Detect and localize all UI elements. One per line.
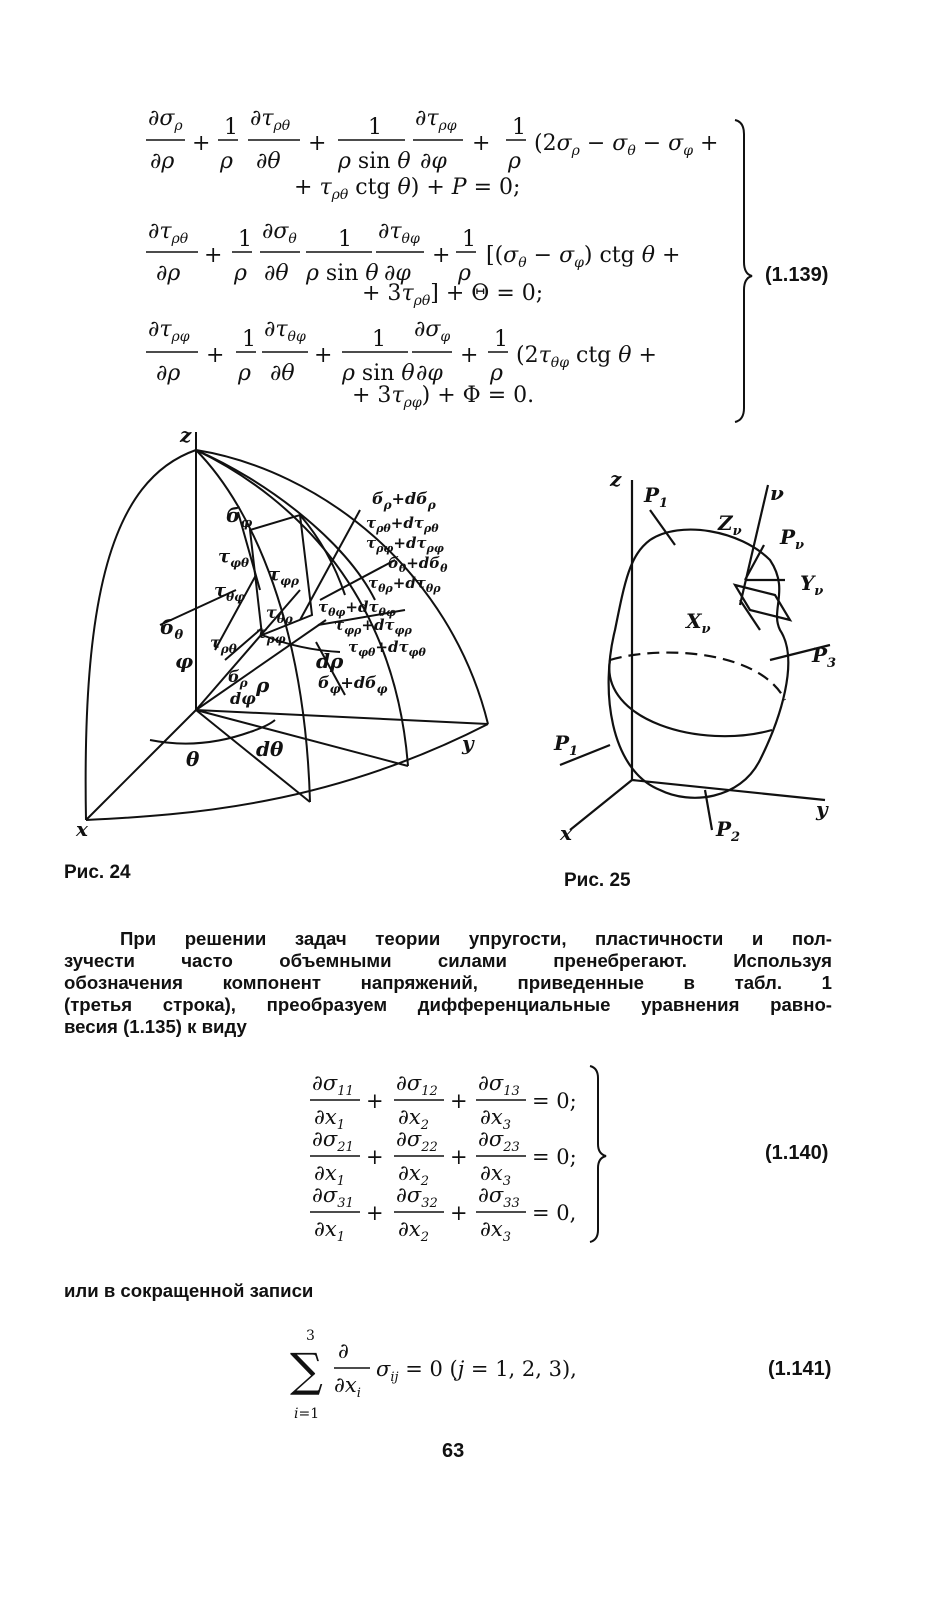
svg-text:= 0,: = 0, <box>532 1201 577 1225</box>
svg-text:∂σρ: $\partial\sigma_\rho$ <box>148 106 183 134</box>
equation-1-139 <box>0 0 927 430</box>
svg-text:∂φ: ∂φ <box>384 261 411 286</box>
svg-text:τθρ: $\tau_{\theta\rho}$ <box>266 603 293 626</box>
eq140-row1 <box>310 1071 577 1133</box>
eq140-brace <box>590 1066 606 1242</box>
short-form-text: или в сокращенной записи <box>64 1280 314 1301</box>
svg-text:+: + <box>366 1201 384 1225</box>
paragraph-line: весия (1.135) к виду <box>64 1016 247 1037</box>
svg-text:dφ: dφ <box>230 689 256 708</box>
svg-text:ρ: ρ <box>490 361 503 386</box>
svg-text:ρ: ρ <box>234 261 247 286</box>
svg-text:= 0;: = 0; <box>532 1089 577 1113</box>
figure-24-caption: Рис. 24 <box>64 862 131 883</box>
svg-text:3: 3 <box>306 1328 315 1344</box>
svg-text:∂τρφ: $\partial\tau_{\rho\varphi}$ <box>148 317 190 345</box>
svg-text:бφ: $б_\varphi$ <box>226 503 253 531</box>
svg-text:= 0;: = 0; <box>532 1145 577 1169</box>
svg-text:∂ρ: ∂ρ <box>156 361 181 386</box>
svg-text:∂: ∂ <box>338 1339 349 1363</box>
svg-text:∂σ11: $\partial\sigma_{11}$ <box>312 1071 354 1099</box>
svg-text:+ 3τρφ) + Φ = 0.: + $3\tau_{\rho\varphi}) + \Phi = 0$. <box>352 383 535 411</box>
svg-text:бθ: $б_\theta$ <box>160 615 184 643</box>
svg-text:ρ sin θ: ρ sin θ <box>338 149 411 174</box>
svg-text:+: + <box>204 243 223 268</box>
svg-text:φ: φ <box>175 649 194 673</box>
paragraph-line: зучести часто объемными силами пренебрегают. Используя <box>64 950 832 971</box>
svg-text:τρθ: $\tau_{\rho\theta}$ <box>210 633 237 656</box>
svg-text:ρ: ρ <box>238 361 251 386</box>
svg-text:∂τθφ: $\partial\tau_{\theta\varphi}$ <box>378 219 420 247</box>
svg-text:P2: $P_2$ <box>716 817 741 845</box>
eq139-brace <box>735 120 752 422</box>
svg-text:(2τθφ ctg θ +: ($2\tau_{\theta\varphi}$ ctg θ + <box>516 343 657 371</box>
svg-text:+: + <box>192 131 211 156</box>
svg-text:∂τθφ: $\partial\tau_{\theta\varphi}$ <box>264 317 306 345</box>
svg-text:∂σ32: $\partial\sigma_{32}$ <box>396 1183 438 1211</box>
svg-text:бθ+dбθ: $б_\theta+dб_\theta$ <box>388 554 448 575</box>
svg-text:ρ: ρ <box>458 261 471 286</box>
svg-text:σij = 0 (j = 1, 2, 3),: $\sigma_{ij} = 0$ (j = 1, 2, 3), <box>376 1357 577 1385</box>
svg-text:∂ρ: ∂ρ <box>150 149 175 174</box>
eq139-row1 <box>146 106 718 203</box>
svg-text:+: + <box>432 243 451 268</box>
svg-text:∂x3: $\partial x_3$ <box>480 1105 511 1133</box>
svg-text:τρθ+dτρθ: $\tau_{\rho\theta}+d\tau_{\rho\theta}$ <box>366 514 439 535</box>
svg-text:1: 1 <box>462 227 476 252</box>
paragraph-line: (третья строка), преобразуем дифференциальные уравнения равно- <box>64 994 832 1015</box>
svg-text:τφρ: $\tau_{\varphi\rho}$ <box>268 564 299 588</box>
svg-text:∂φ: ∂φ <box>416 361 443 386</box>
svg-text:∂x1: $\partial x_1$ <box>314 1217 345 1245</box>
svg-text:∂σ23: $\partial\sigma_{23}$ <box>478 1127 520 1155</box>
svg-text:P1: $P_1$ <box>554 731 579 759</box>
svg-text:+: + <box>206 343 225 368</box>
eq139-tag: (1.139) <box>765 264 829 286</box>
svg-text:бρ: $б_\rho$ <box>228 667 248 690</box>
svg-text:dρ: dρ <box>316 649 344 673</box>
svg-text:∂τρθ: $\partial\tau_{\rho\theta}$ <box>250 106 291 134</box>
svg-text:1: 1 <box>224 115 238 140</box>
svg-text:y: y <box>462 731 474 755</box>
svg-text:τθφ+dτθφ: $\tau_{\theta\varphi}+d\tau_{\theta\varphi}$ <box>318 598 396 619</box>
svg-text:z: z <box>610 467 622 491</box>
svg-text:∂σ13: $\partial\sigma_{13}$ <box>478 1071 520 1099</box>
body-paragraph <box>64 928 832 1038</box>
svg-text:P1: $P_1$ <box>644 483 669 511</box>
svg-text:dθ: dθ <box>256 737 284 761</box>
eq140-tag: (1.140) <box>765 1142 829 1164</box>
svg-text:θ: θ <box>186 747 200 771</box>
svg-text:ρ: ρ <box>256 673 270 697</box>
svg-text:P3: $P_3$ <box>812 643 837 671</box>
svg-text:1: 1 <box>242 327 256 352</box>
svg-text:+: + <box>450 1145 468 1169</box>
svg-text:∂x2: $\partial x_2$ <box>398 1161 429 1189</box>
svg-text:∂x1: $\partial x_1$ <box>314 1105 345 1133</box>
svg-text:τφθ+dτφθ: $\tau_{\varphi\theta}+d\tau_{\varphi\theta}$ <box>348 638 426 659</box>
svg-text:Zν: $Z_\nu$ <box>718 511 742 539</box>
svg-text:+: + <box>314 343 333 368</box>
svg-text:Pν: $P_\nu$ <box>780 525 805 553</box>
figure-25-caption: Рис. 25 <box>564 870 631 891</box>
svg-text:ρ sin θ: ρ sin θ <box>306 261 379 286</box>
svg-text:∂x2: $\partial x_2$ <box>398 1217 429 1245</box>
svg-text:ρ: ρ <box>220 149 233 174</box>
svg-text:+: + <box>308 131 327 156</box>
svg-text:ρ: ρ <box>508 149 521 174</box>
svg-text:τφθ: $\tau_{\varphi\theta}$ <box>218 546 249 570</box>
svg-text:Xν: $X_\nu$ <box>686 609 711 637</box>
svg-text:∂σ22: $\partial\sigma_{22}$ <box>396 1127 438 1155</box>
svg-text:+: + <box>366 1145 384 1169</box>
svg-text:∂σθ: $\partial\sigma_\theta$ <box>262 219 297 247</box>
svg-text:ρ sin θ: ρ sin θ <box>342 361 415 386</box>
svg-text:∂σ21: $\partial\sigma_{21}$ <box>312 1127 354 1155</box>
svg-text:1: 1 <box>372 327 386 352</box>
svg-text:x: x <box>76 817 88 841</box>
svg-text:+ τρθ ctg θ) + P = 0;: + $\tau_{\rho\theta}$ ctg θ) + P = 0; <box>294 175 521 203</box>
figure-24 <box>0 420 520 850</box>
svg-text:+ 3τρθ] + Θ = 0;: + $3\tau_{\rho\theta}] + \Theta = 0$; <box>362 281 544 309</box>
svg-text:z: z <box>180 423 192 447</box>
svg-text:∑: ∑ <box>290 1343 323 1397</box>
paragraph-line: При решении задач теории упругости, пластичности и пол- <box>120 928 832 949</box>
svg-text:Yν: $Y_\nu$ <box>800 571 824 599</box>
svg-text:∂ρ: ∂ρ <box>156 261 181 286</box>
svg-text:i=1: i=1 <box>294 1406 320 1422</box>
svg-text:+: + <box>472 131 491 156</box>
eq139-row2 <box>146 219 680 309</box>
svg-text:∂x1: $\partial x_1$ <box>314 1161 345 1189</box>
svg-text:1: 1 <box>512 115 526 140</box>
svg-text:∂τρθ: $\partial\tau_{\rho\theta}$ <box>148 219 189 247</box>
svg-text:τρφ+dτρφ: $\tau_{\rho\varphi}+d\tau_{\rho\varphi}$ <box>366 534 444 555</box>
svg-text:∂σ31: $\partial\sigma_{31}$ <box>312 1183 354 1211</box>
svg-text:∂x3: $\partial x_3$ <box>480 1161 511 1189</box>
svg-text:бφ+dбφ: $б_\varphi+dб_\varphi$ <box>318 673 388 696</box>
svg-text:1: 1 <box>494 327 508 352</box>
figure-25 <box>540 460 880 850</box>
svg-text:бρ+dбρ: $б_\rho+dб_\rho$ <box>372 489 436 512</box>
eq140-row2 <box>310 1127 577 1189</box>
svg-text:∂θ: ∂θ <box>256 149 281 174</box>
svg-text:∂x3: $\partial x_3$ <box>480 1217 511 1245</box>
page-number: 63 <box>442 1440 465 1462</box>
svg-text:+: + <box>450 1201 468 1225</box>
eq139-row3 <box>146 317 657 411</box>
svg-text:∂σ33: $\partial\sigma_{33}$ <box>478 1183 520 1211</box>
svg-text:1: 1 <box>238 227 252 252</box>
svg-text:∂φ: ∂φ <box>420 149 447 174</box>
svg-text:1: 1 <box>338 227 352 252</box>
svg-text:∂xi: $\partial x_i$ <box>334 1373 361 1401</box>
svg-text:∂τρφ: $\partial\tau_{\rho\varphi}$ <box>415 106 457 134</box>
svg-text:∂θ: ∂θ <box>270 361 295 386</box>
svg-text:∂x2: $\partial x_2$ <box>398 1105 429 1133</box>
svg-text:∂σ12: $\partial\sigma_{12}$ <box>396 1071 438 1099</box>
eq140-row3 <box>310 1183 576 1245</box>
svg-text:τρφ: $\tau_{\rho\varphi}$ <box>256 623 286 646</box>
svg-text:[(σθ − σφ) ctg θ +: [$(\sigma_\theta - \sigma_\varphi)$ ctg θ + <box>486 243 681 271</box>
svg-text:1: 1 <box>368 115 382 140</box>
svg-text:+: + <box>366 1089 384 1113</box>
svg-text:x: x <box>560 821 572 845</box>
svg-text:τθφ: $\tau_{\theta\varphi}$ <box>214 580 245 604</box>
eq141-tag: (1.141) <box>768 1358 832 1380</box>
svg-text:y: y <box>816 797 828 821</box>
svg-text:ν: ν <box>770 481 784 505</box>
svg-text:+: + <box>460 343 479 368</box>
svg-text:τφρ+dτφρ: $\tau_{\varphi\rho}+d\tau_{\varphi\rho}$ <box>334 616 412 637</box>
svg-text:∂σφ: $\partial\sigma_\varphi$ <box>414 317 451 345</box>
svg-text:∂θ: ∂θ <box>264 261 289 286</box>
svg-text:τθρ+dτθρ: $\tau_{\theta\rho}+d\tau_{\theta\rho}$ <box>368 574 441 595</box>
svg-text:+: + <box>450 1089 468 1113</box>
paragraph-line: обозначения компонент напряжений, приведенные в табл. 1 <box>64 972 832 993</box>
svg-text:(2σρ − σθ − σφ +: ($2\sigma_\rho - \sigma_\theta - \sigma_\varphi$ + <box>534 131 719 159</box>
